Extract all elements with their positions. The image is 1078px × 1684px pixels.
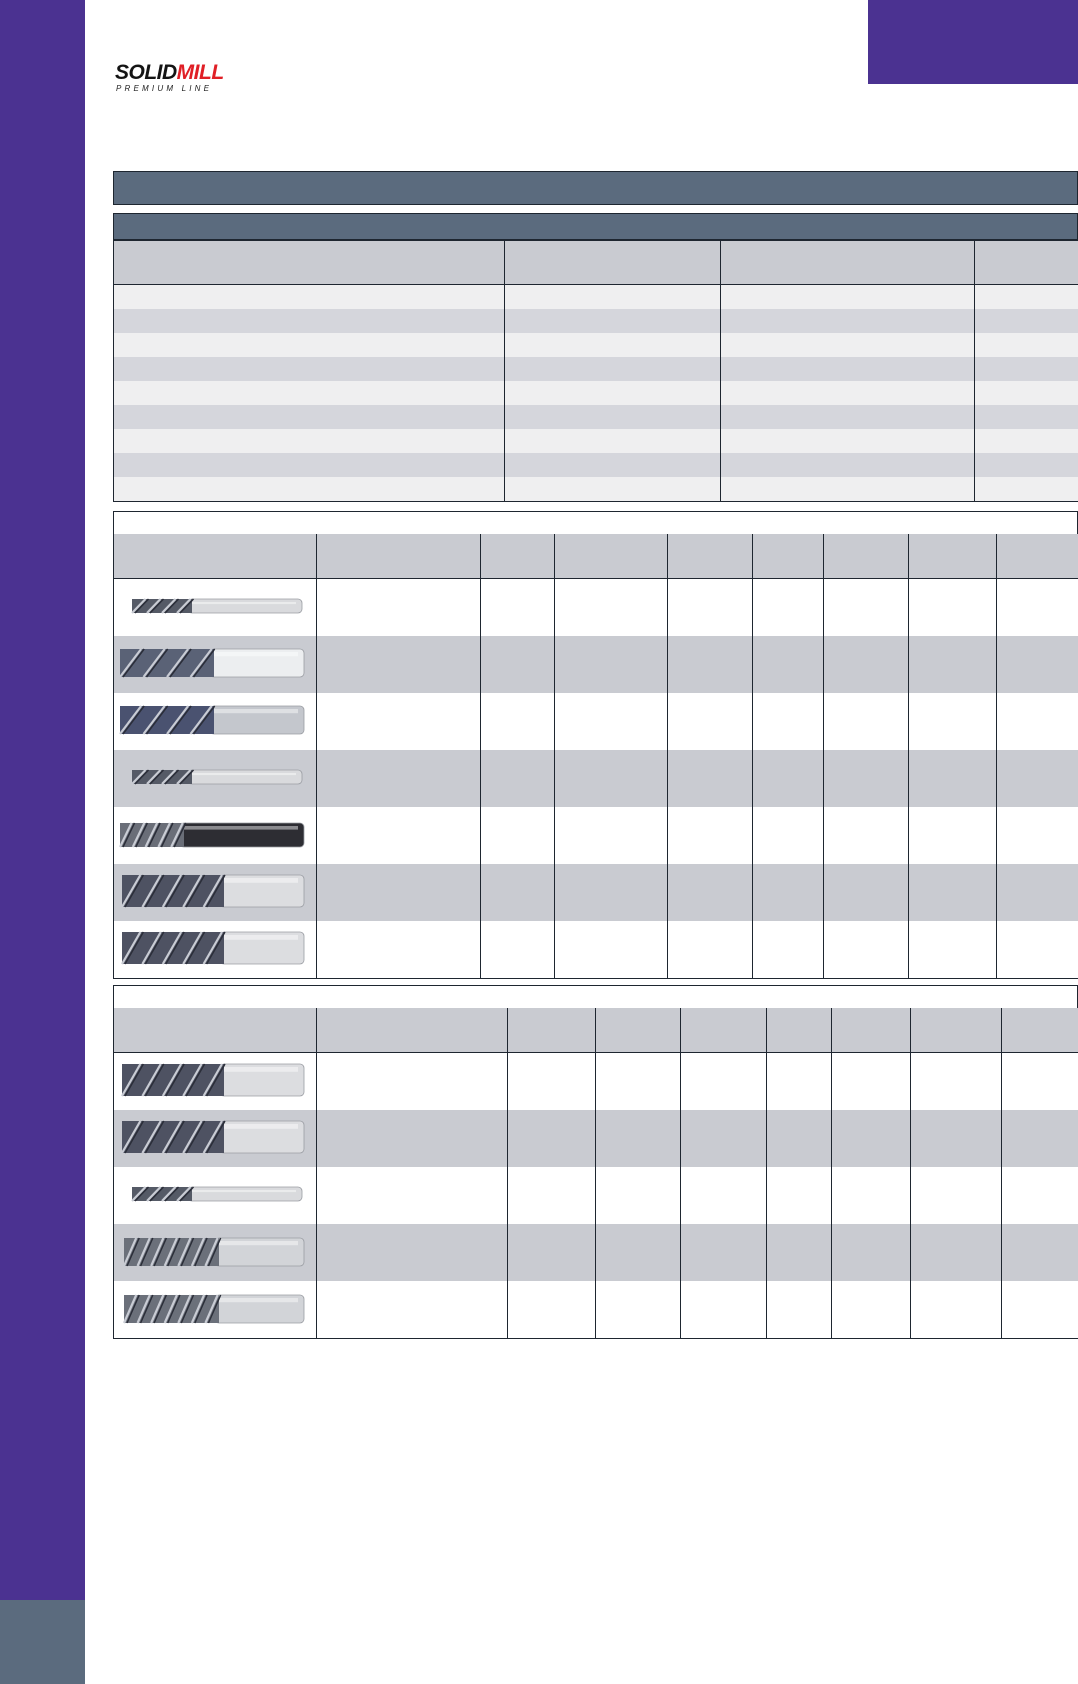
table-cell: [668, 807, 753, 864]
table-cell: [508, 1281, 596, 1339]
table-cell: [114, 429, 505, 453]
table-cell: [505, 309, 721, 333]
table-cell: [505, 405, 721, 429]
table-cell: [114, 381, 505, 405]
table-cell: [975, 333, 1078, 357]
end-mill-image: [114, 750, 317, 807]
page-number-tab: [0, 1600, 85, 1684]
table-row: [114, 429, 1078, 453]
table-cell: [909, 864, 997, 921]
table-cell: [317, 1281, 508, 1339]
table-cell: [481, 693, 555, 750]
table-cell: [909, 693, 997, 750]
table-row: [114, 1167, 1078, 1224]
table-cell: [1002, 1110, 1078, 1167]
end-mill-icon: [114, 1284, 310, 1336]
table-cell: [481, 579, 555, 637]
table-cell: [508, 1167, 596, 1224]
end-mill-icon: [114, 867, 310, 919]
section-title-bar: [113, 171, 1078, 205]
table-cell: [555, 921, 668, 979]
table-cell: [909, 750, 997, 807]
header-cell: [681, 1008, 767, 1053]
table-cell: [909, 579, 997, 637]
table-cell: [753, 579, 824, 637]
table-cell: [1002, 1281, 1078, 1339]
table-cell: [317, 636, 481, 693]
end-mill-icon: [114, 753, 310, 805]
table-cell: [596, 1110, 681, 1167]
table-cell: [505, 333, 721, 357]
table-cell: [114, 453, 505, 477]
table-cell: [753, 921, 824, 979]
header-cell: [975, 241, 1078, 285]
table-cell: [832, 1053, 911, 1111]
table-cell: [114, 333, 505, 357]
table-cell: [481, 750, 555, 807]
table-cell: [721, 429, 975, 453]
table-cell: [975, 309, 1078, 333]
header-cell: [317, 534, 481, 579]
table-cell: [596, 1281, 681, 1339]
table-cell: [596, 1167, 681, 1224]
table-cell: [824, 693, 909, 750]
end-mill-icon: [114, 1056, 310, 1108]
table-cell: [824, 921, 909, 979]
table-cell: [721, 453, 975, 477]
table-cell: [753, 750, 824, 807]
end-mill-icon: [114, 810, 310, 862]
table-cell: [721, 285, 975, 310]
table-cell: [721, 357, 975, 381]
table-cell: [505, 453, 721, 477]
header-cell: [114, 1008, 317, 1053]
table-cell: [317, 921, 481, 979]
end-mill-image: [114, 636, 317, 693]
product-table: [113, 1008, 1078, 1339]
table-cell: [681, 1281, 767, 1339]
table-cell: [824, 579, 909, 637]
table-cell: [1002, 1167, 1078, 1224]
table-cell: [767, 1224, 832, 1281]
table-cell: [909, 921, 997, 979]
table-cell: [317, 807, 481, 864]
table-cell: [481, 864, 555, 921]
end-mill-image: [114, 1053, 317, 1111]
table-cell: [824, 750, 909, 807]
table-caption: [113, 511, 1078, 535]
end-mill-icon: [114, 924, 310, 976]
table-row: [114, 1053, 1078, 1111]
table-cell: [668, 864, 753, 921]
table-row: [114, 1224, 1078, 1281]
section-subtitle-bar: [113, 213, 1078, 240]
table-cell: [114, 357, 505, 381]
table-cell: [555, 750, 668, 807]
table-cell: [753, 807, 824, 864]
table-cell: [997, 750, 1078, 807]
table-cell: [1002, 1224, 1078, 1281]
table-cell: [975, 405, 1078, 429]
table-cell: [505, 429, 721, 453]
product-table: [113, 534, 1078, 979]
table-cell: [767, 1110, 832, 1167]
table-row: [114, 579, 1078, 637]
table-cell: [997, 807, 1078, 864]
header-cell: [555, 534, 668, 579]
table-cell: [681, 1110, 767, 1167]
table-cell: [114, 309, 505, 333]
table-cell: [1002, 1053, 1078, 1111]
table-cell: [317, 693, 481, 750]
table-cell: [911, 1167, 1002, 1224]
table-cell: [481, 807, 555, 864]
table-cell: [997, 579, 1078, 637]
table-row: [114, 477, 1078, 502]
table-cell: [832, 1110, 911, 1167]
end-mill-image: [114, 1281, 317, 1339]
table-cell: [114, 477, 505, 502]
header-cell: [1002, 1008, 1078, 1053]
table-cell: [668, 921, 753, 979]
table-cell: [997, 921, 1078, 979]
end-mill-image: [114, 1110, 317, 1167]
table-header-row: [114, 1008, 1078, 1053]
table-cell: [114, 285, 505, 310]
table-header-row: [114, 241, 1078, 285]
table-cell: [555, 579, 668, 637]
table-cell: [555, 636, 668, 693]
table-cell: [832, 1167, 911, 1224]
table-cell: [317, 1110, 508, 1167]
header-cell: [505, 241, 721, 285]
table-cell: [114, 405, 505, 429]
table-cell: [555, 807, 668, 864]
table-cell: [753, 693, 824, 750]
header-cell: [911, 1008, 1002, 1053]
table-cell: [505, 357, 721, 381]
table-row: [114, 864, 1078, 921]
logo-word-solid: SOLID: [115, 61, 177, 84]
table-cell: [508, 1053, 596, 1111]
header-cell: [114, 534, 317, 579]
table-row: [114, 381, 1078, 405]
table-cell: [911, 1281, 1002, 1339]
table-cell: [555, 693, 668, 750]
table-cell: [909, 807, 997, 864]
table-row: [114, 453, 1078, 477]
table-cell: [317, 579, 481, 637]
table-row: [114, 357, 1078, 381]
table-cell: [681, 1224, 767, 1281]
table-cell: [824, 636, 909, 693]
table-cell: [317, 1167, 508, 1224]
table-cell: [317, 864, 481, 921]
end-mill-icon: [114, 639, 310, 691]
table-cell: [753, 636, 824, 693]
end-mill-image: [114, 807, 317, 864]
table-cell: [975, 477, 1078, 502]
table-header-row: [114, 534, 1078, 579]
table-cell: [975, 285, 1078, 310]
table-cell: [911, 1110, 1002, 1167]
solidmill-logo: [115, 62, 245, 96]
table-row: [114, 405, 1078, 429]
end-mill-image: [114, 579, 317, 637]
header-cell: [721, 241, 975, 285]
logo-word-mill: MILL: [176, 61, 224, 84]
table-cell: [997, 864, 1078, 921]
table-cell: [975, 381, 1078, 405]
table-cell: [911, 1053, 1002, 1111]
table-cell: [975, 357, 1078, 381]
table-cell: [508, 1110, 596, 1167]
table-cell: [721, 381, 975, 405]
end-mill-image: [114, 1224, 317, 1281]
table-cell: [832, 1281, 911, 1339]
table-cell: [832, 1224, 911, 1281]
table-cell: [555, 864, 668, 921]
table-row: [114, 921, 1078, 979]
table-cell: [505, 381, 721, 405]
table-cell: [721, 405, 975, 429]
left-side-bar: [0, 0, 85, 1600]
table-cell: [668, 693, 753, 750]
table-cell: [317, 1224, 508, 1281]
logo-subtitle: PREMIUM LINE: [116, 84, 213, 93]
table-cell: [767, 1167, 832, 1224]
table-cell: [596, 1053, 681, 1111]
table-cell: [481, 636, 555, 693]
header-cell: [909, 534, 997, 579]
table-cell: [596, 1224, 681, 1281]
table-cell: [911, 1224, 1002, 1281]
header-cell: [481, 534, 555, 579]
end-mill-icon: [114, 1170, 310, 1222]
end-mill-image: [114, 921, 317, 979]
table-row: [114, 750, 1078, 807]
table-cell: [975, 453, 1078, 477]
end-mill-icon: [114, 696, 310, 748]
table-cell: [767, 1053, 832, 1111]
end-mill-image: [114, 1167, 317, 1224]
table-cell: [681, 1053, 767, 1111]
table-cell: [909, 636, 997, 693]
table-cell: [721, 333, 975, 357]
material-table: [113, 240, 1078, 502]
table-cell: [508, 1224, 596, 1281]
table-row: [114, 1110, 1078, 1167]
table-cell: [997, 636, 1078, 693]
header-cell: [824, 534, 909, 579]
header-cell: [997, 534, 1078, 579]
table-row: [114, 333, 1078, 357]
table-caption: [113, 985, 1078, 1009]
table-row: [114, 1281, 1078, 1339]
table-cell: [481, 921, 555, 979]
table-cell: [975, 429, 1078, 453]
table-cell: [824, 864, 909, 921]
table-cell: [668, 579, 753, 637]
end-mill-image: [114, 864, 317, 921]
table-cell: [668, 750, 753, 807]
table-row: [114, 693, 1078, 750]
table-cell: [668, 636, 753, 693]
table-cell: [681, 1167, 767, 1224]
table-cell: [753, 864, 824, 921]
table-cell: [317, 1053, 508, 1111]
header-cell: [114, 241, 505, 285]
table-row: [114, 285, 1078, 310]
table-cell: [317, 750, 481, 807]
end-mill-image: [114, 693, 317, 750]
table-cell: [721, 477, 975, 502]
table-cell: [824, 807, 909, 864]
header-cell: [767, 1008, 832, 1053]
header-cell: [832, 1008, 911, 1053]
table-cell: [505, 477, 721, 502]
table-row: [114, 807, 1078, 864]
header-cell: [508, 1008, 596, 1053]
header-cell: [596, 1008, 681, 1053]
table-cell: [721, 309, 975, 333]
table-row: [114, 636, 1078, 693]
section-corner-tab: [868, 0, 1078, 84]
end-mill-icon: [114, 582, 310, 634]
table-cell: [505, 285, 721, 310]
table-row: [114, 309, 1078, 333]
table-cell: [997, 693, 1078, 750]
end-mill-icon: [114, 1227, 310, 1279]
header-cell: [317, 1008, 508, 1053]
header-cell: [753, 534, 824, 579]
end-mill-icon: [114, 1113, 310, 1165]
header-cell: [668, 534, 753, 579]
table-cell: [767, 1281, 832, 1339]
